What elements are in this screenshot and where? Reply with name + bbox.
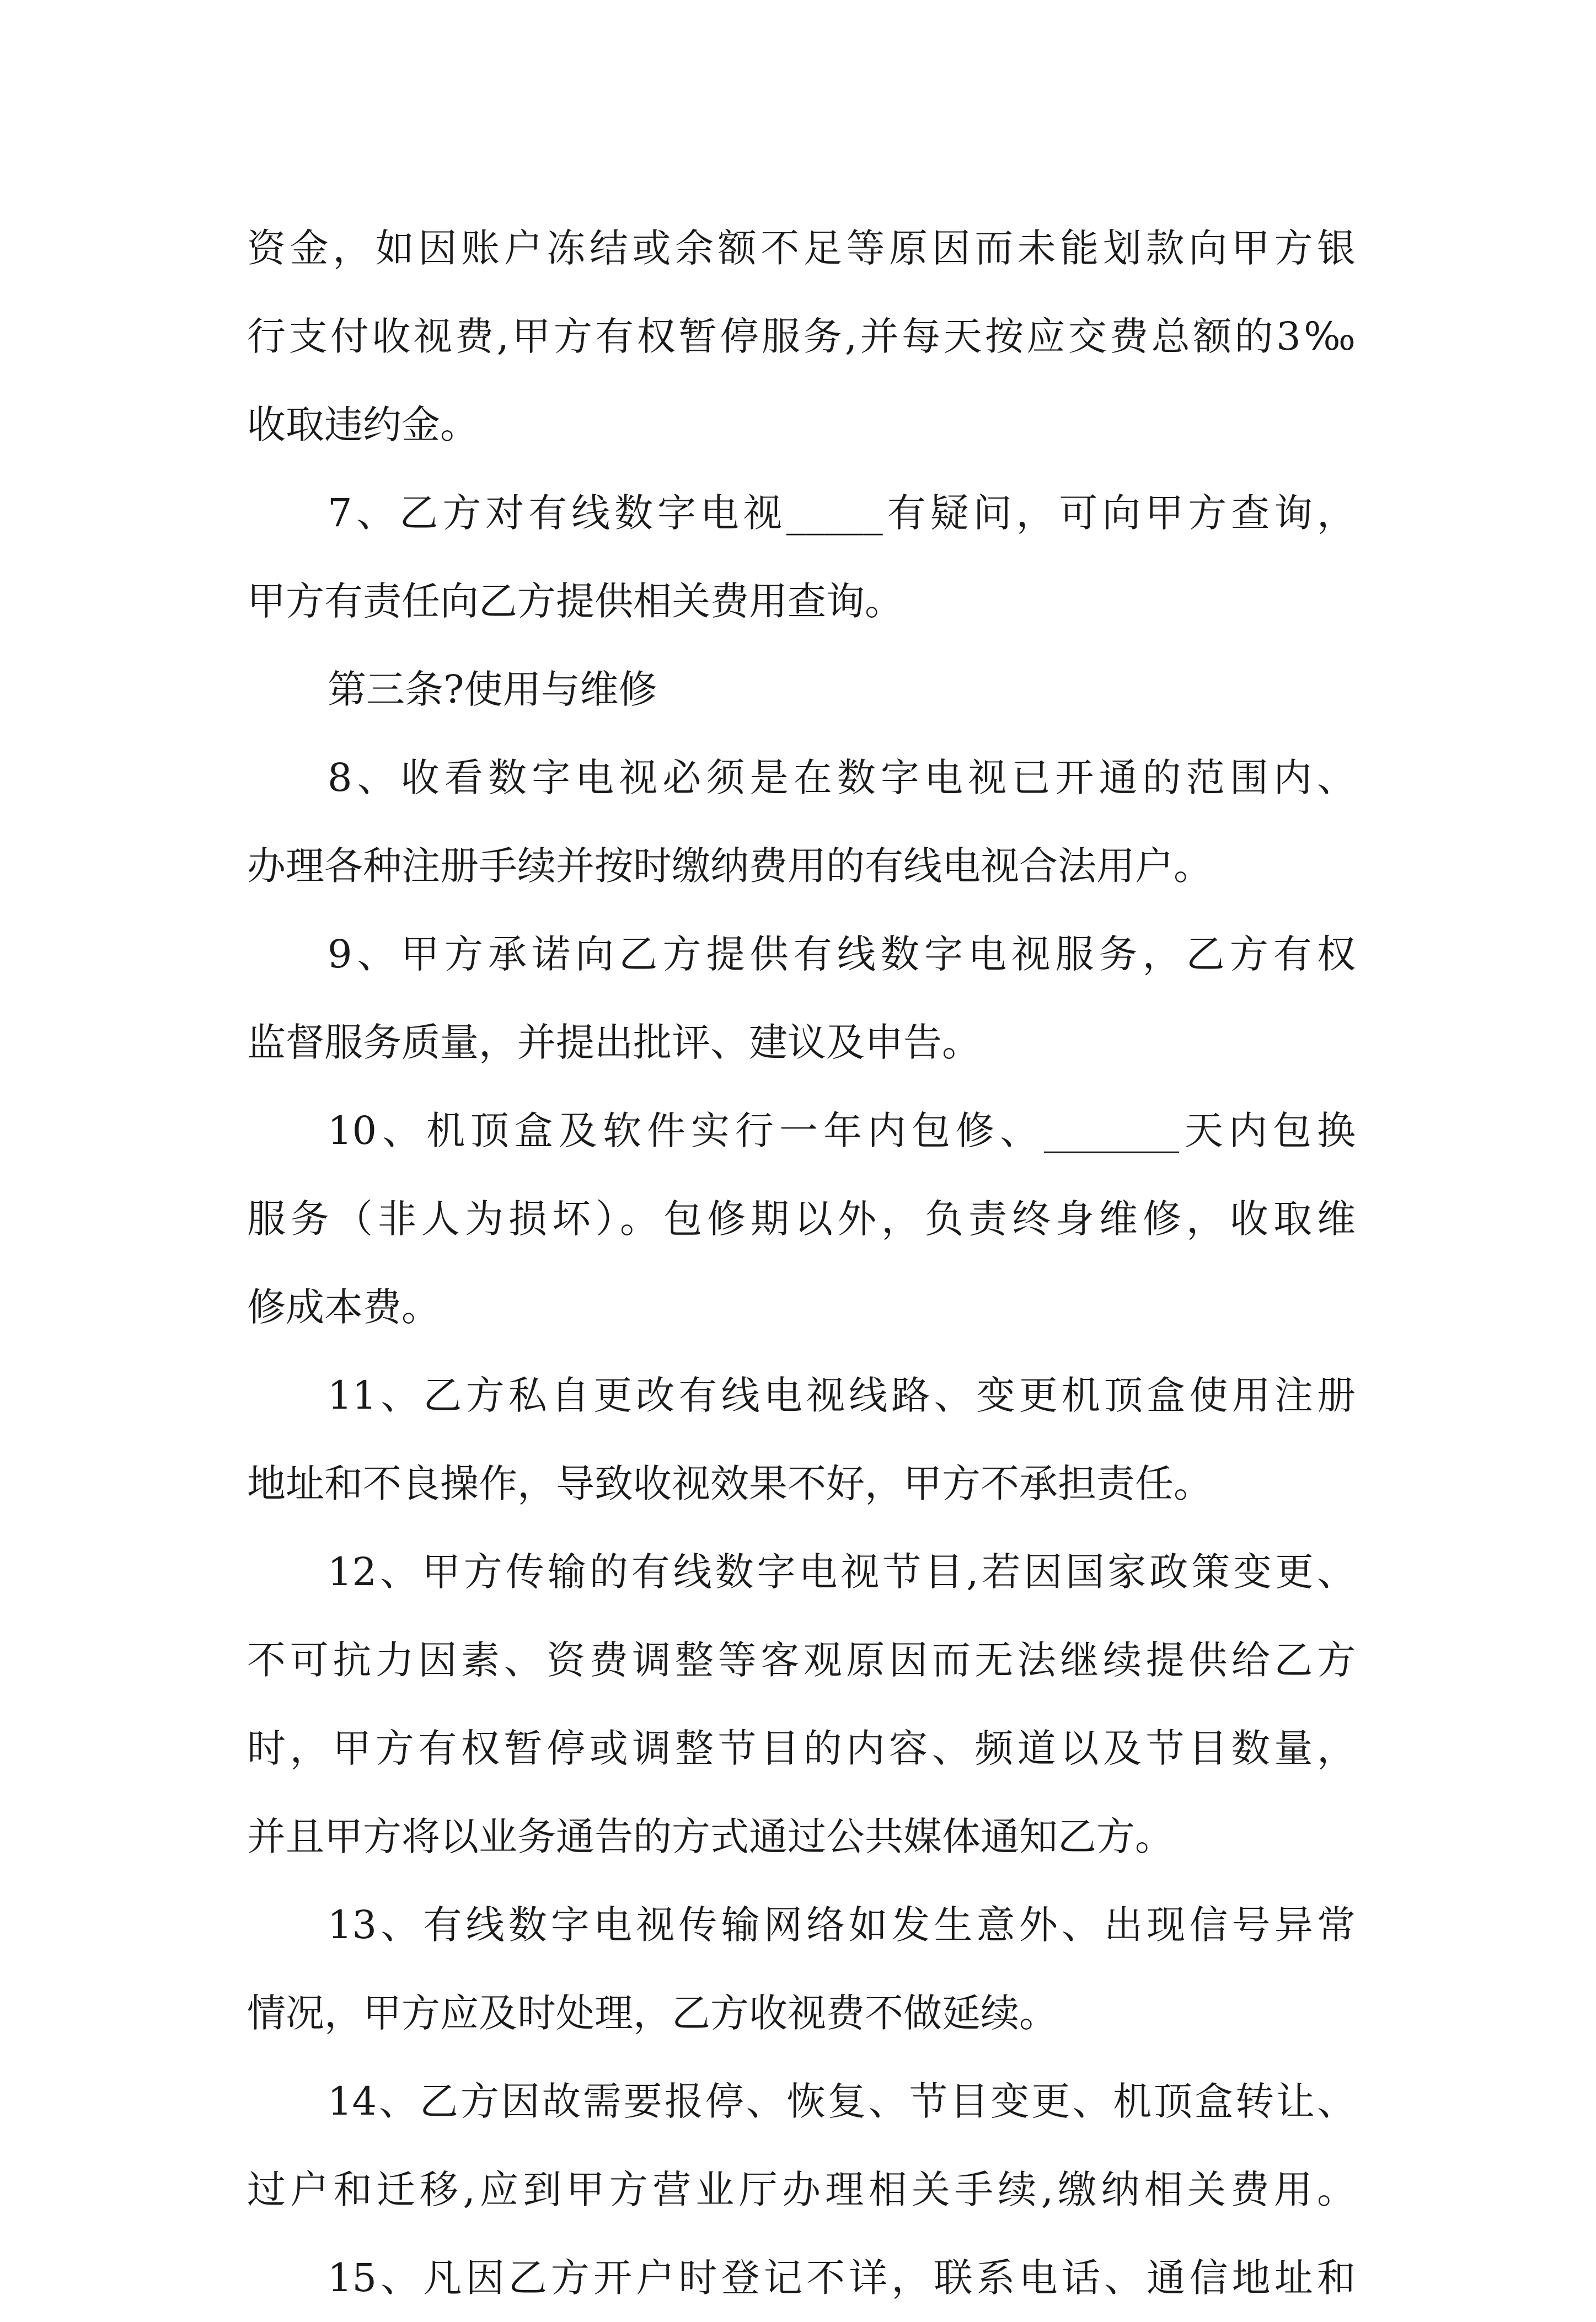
clause-10-line-1: 10、机顶盒及软件实行一年内包修、_______天内包换 [328,1108,1356,1153]
clause-11-line-2: 地址和不良操作，导致收视效果不好，甲方不承担责任。 [247,1461,1212,1506]
clause-11-line-1: 11、乙方私自更改有线电视线路、变更机顶盒使用注册 [328,1373,1356,1418]
clause-9-line-2: 监督服务质量，并提出批评、建议及申告。 [247,1020,981,1065]
text-line-3: 收取违约金。 [247,402,479,447]
clause-12-line-4: 并且甲方将以业务通告的方式通过公共媒体通知乙方。 [247,1814,1174,1859]
clause-15-line-1: 15、凡因乙方开户时登记不详，联系电话、通信地址和 [328,2255,1356,2300]
clause-9-line-1: 9、甲方承诺向乙方提供有线数字电视服务，乙方有权 [328,932,1356,977]
section-heading-article-3: 第三条?使用与维修 [328,667,657,712]
clause-12-line-1: 12、甲方传输的有线数字电视节目,若因国家政策变更、 [328,1549,1356,1595]
clause-14-line-1: 14、乙方因故需要报停、恢复、节目变更、机顶盒转让、 [328,2079,1356,2124]
clause-14-line-2: 过户和迁移,应到甲方营业厅办理相关手续,缴纳相关费用。 [247,2167,1356,2212]
text-line-1: 资金，如因账户冻结或余额不足等原因而未能划款向甲方银 [247,226,1356,271]
clause-12-line-3: 时，甲方有权暂停或调整节目的内容、频道以及节目数量， [247,1726,1356,1771]
clause-13-line-2: 情况，甲方应及时处理，乙方收视费不做延续。 [247,1991,1058,2036]
clause-7-line-1: 7、乙方对有线数字电视_____有疑问，可向甲方查询， [328,490,1356,536]
document-page [247,204,1356,2322]
clause-7-line-2: 甲方有责任向乙方提供相关费用查询。 [247,579,903,624]
clause-10-line-2: 服务（非人为损坏）。包修期以外，负责终身维修，收取维 [247,1196,1356,1242]
clause-12-line-2: 不可抗力因素、资费调整等客观原因而无法继续提供给乙方 [247,1638,1356,1683]
text-line-2: 行支付收视费,甲方有权暂停服务,并每天按应交费总额的3‰ [247,314,1356,359]
clause-10-line-3: 修成本费。 [247,1285,440,1330]
clause-8-line-2: 办理各种注册手续并按时缴纳费用的有线电视合法用户。 [247,843,1212,889]
clause-8-line-1: 8、收看数字电视必须是在数字电视已开通的范围内、 [328,755,1356,800]
clause-13-line-1: 13、有线数字电视传输网络如发生意外、出现信号异常 [328,1902,1356,1948]
